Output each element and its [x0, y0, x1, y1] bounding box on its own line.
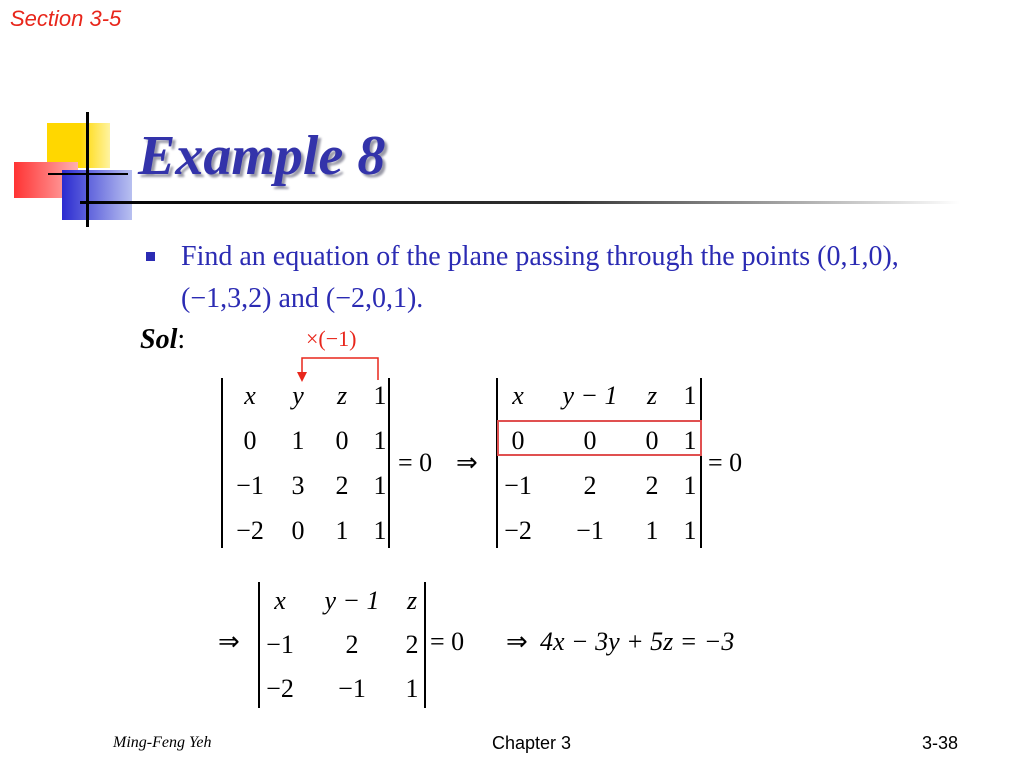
matrix-cell: −1	[576, 516, 604, 545]
matrix-cell: 1	[683, 516, 697, 545]
matrix-cell: z	[336, 381, 348, 410]
matrix-cell: 1	[373, 426, 387, 455]
implies-arrow-3: ⇒	[506, 627, 528, 656]
matrix-cell: −1	[266, 630, 294, 659]
footer-page-number: 3-38	[922, 733, 959, 753]
matrix-cell: y	[292, 381, 304, 410]
matrix-cell: x	[512, 381, 524, 410]
matrix-cell: 2	[335, 471, 349, 500]
det3-equals: = 0	[430, 627, 465, 656]
slide-title: Example 8	[138, 125, 386, 187]
matrix-cell: 1	[405, 674, 419, 703]
matrix-cell: −1	[236, 471, 264, 500]
matrix-cell: 1	[335, 516, 349, 545]
plane-equation-result: 4x − 3y + 5z = −3	[540, 627, 735, 656]
matrix-cell: 2	[345, 630, 359, 659]
bullet-marker	[146, 252, 155, 261]
matrix-cell: 1	[683, 426, 697, 455]
matrix-cell: 1	[683, 381, 697, 410]
matrix-cell: z	[646, 381, 658, 410]
implies-arrow-1: ⇒	[456, 448, 478, 477]
problem-statement: Find an equation of the plane passing through the points (0,1,0), (−1,3,2) and (−2,0,1).	[181, 241, 899, 314]
matrix-cell: 2	[583, 471, 597, 500]
sol-colon: :	[177, 324, 186, 355]
matrix-cell: −2	[236, 516, 264, 545]
matrix-cell: 1	[373, 471, 387, 500]
matrix-cell: −2	[266, 674, 294, 703]
matrix-cell: 3	[291, 471, 305, 500]
footer-chapter: Chapter 3	[492, 733, 572, 753]
row-operation-label: ×(−1)	[306, 326, 357, 351]
matrix-cell: 1	[645, 516, 659, 545]
matrix-cell: −1	[504, 471, 532, 500]
solution-label	[140, 324, 185, 356]
matrix-cell: 1	[373, 381, 387, 410]
det1-equals: = 0	[398, 448, 433, 477]
matrix-cell: x	[244, 381, 256, 410]
implies-arrow-2: ⇒	[218, 627, 240, 656]
matrix-cell: 2	[405, 630, 419, 659]
matrix-cell: −2	[504, 516, 532, 545]
matrix-cell: z	[406, 586, 418, 615]
matrix-cell: 0	[291, 516, 305, 545]
matrix-cell: −1	[338, 674, 366, 703]
matrix-cell: 0	[583, 426, 597, 455]
title-divider	[80, 201, 960, 204]
matrix-cell: y − 1	[324, 586, 380, 615]
matrix-cell: y − 1	[562, 381, 618, 410]
section-label: Section 3-5	[10, 6, 122, 31]
footer-author: Ming-Feng Yeh	[113, 734, 212, 751]
matrix-cell: 1	[291, 426, 305, 455]
det2-equals: = 0	[708, 448, 743, 477]
matrix-cell: 0	[243, 426, 257, 455]
matrix-cell: 1	[373, 516, 387, 545]
matrix-cell: 0	[511, 426, 525, 455]
matrix-cell: 0	[645, 426, 659, 455]
matrix-cell: 2	[645, 471, 659, 500]
matrix-cell: 0	[335, 426, 349, 455]
sol-word: Sol	[140, 324, 178, 355]
matrix-cell: x	[274, 586, 286, 615]
matrix-cell: 1	[683, 471, 697, 500]
